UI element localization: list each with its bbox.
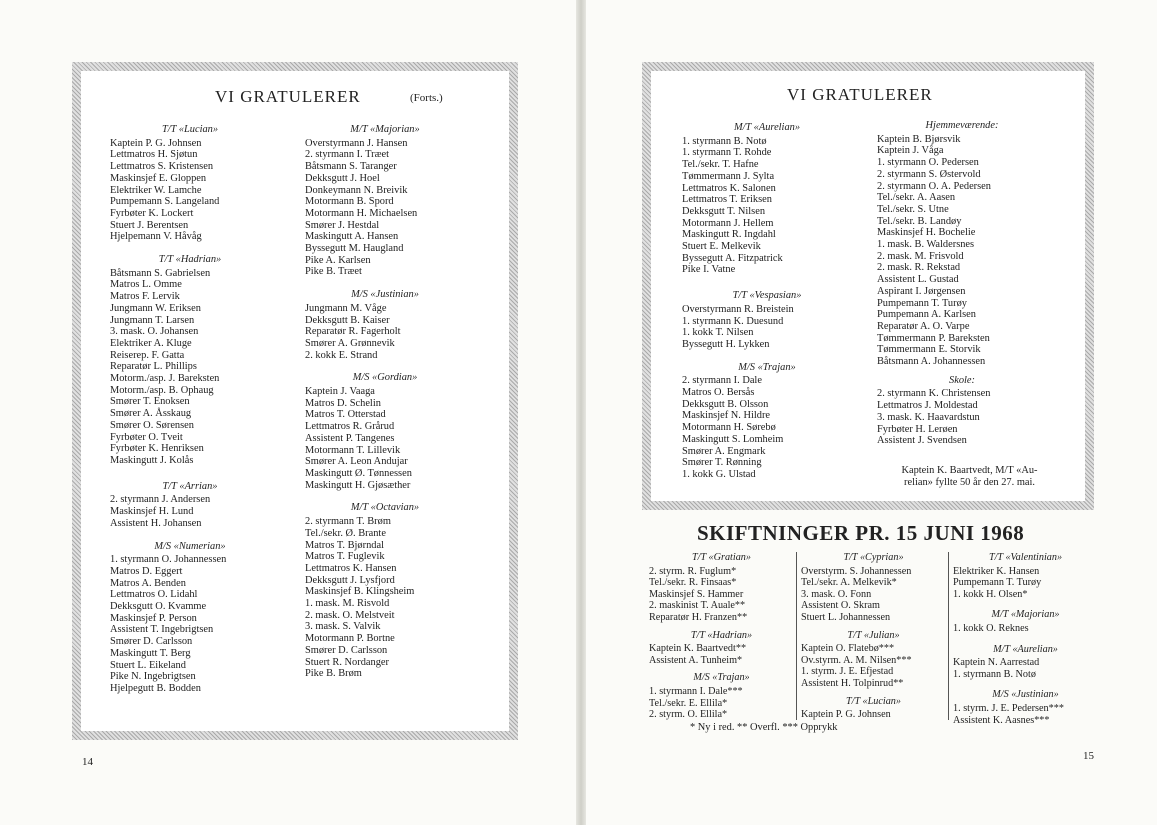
section-heading: T/T «Valentinian» [988,552,1063,563]
section-lucian-skift [801,696,946,721]
entry-line: Maskinsjef B. Klingsheim [305,586,415,598]
section-cyprian [801,552,946,624]
left-page-number: 14 [82,756,93,768]
section-majorian [305,124,465,278]
section-heading: Hjemmeværende: [925,120,999,131]
entry-line: Assistent L. Gustad [877,274,959,286]
entry-line: Fyrbøter K. Henriksen [110,443,204,455]
section-heading: M/T «Aurelian» [733,122,801,133]
entry-line: Lettmatros T. Eriksen [682,194,772,206]
entry-line: Matros T. Otterstad [305,409,386,421]
entry-line: 1. kokk G. Ulstad [682,468,756,480]
entry-line: Kaptein J. Vaaga [305,386,375,398]
section-aurelian [682,122,852,276]
entry-line: Tømmermann J. Sylta [682,170,775,182]
entry-line: 2. styrmann S. Østervold [877,168,981,180]
entry-line: 2. mask. M. Frisvold [877,250,964,262]
entry-line: Pumpemann T. Turøy [953,577,1042,589]
entry-line: Reparatør L. Phillips [110,361,197,373]
entry-line: Maskingutt R. Ingdahl [682,229,776,241]
section-justinian-skift [953,689,1098,726]
entry-line: Stuert J. Berentsen [110,219,189,231]
section-heading: M/T «Majorian» [350,124,420,135]
entry-line: Byssegutt A. Fitzpatrick [682,252,783,264]
skiftninger-title: SKIFTNINGER PR. 15 JUNI 1968 [697,521,1025,545]
section-justinian [305,289,465,361]
section-arrian [110,481,270,530]
entry-line: 1. styrmann B. Notø [953,668,1036,680]
entry-line: Assistent A. Tunheim* [649,654,743,666]
entry-line: Kaptein N. Aarrestad [953,657,1040,669]
entry-line: Maskinsjef E. Gloppen [110,172,207,184]
entry-line: Reparatør R. Fagerholt [305,326,401,338]
entry-line: Reiserep. F. Gatta [110,349,185,361]
entry-line: 1. styrmann K. Duesund [682,315,784,327]
entry-line: Tømmermann E. Storvik [877,344,981,356]
entry-line: Aspirant I. Jørgensen [877,285,966,297]
entry-line: Elektriker A. Kluge [110,337,192,349]
entry-line: 2. styrmann J. Andersen [110,494,211,506]
entry-line: Maskingutt H. Gjøsæther [305,479,411,491]
entry-line: 1. kokk T. Nilsen [682,327,754,339]
entry-line: Ov.styrm. A. M. Nilsen*** [801,654,912,666]
section-heading: M/S «Numerian» [154,540,226,552]
entry-line: Maskingutt A. Hansen [305,231,399,243]
column-divider [796,552,797,720]
entry-line: 2. styrmann O. A. Pedersen [877,180,991,192]
legend-footnote: * Ny i red. ** Overfl. *** Opprykk [690,722,838,733]
section-heading: M/S «Trajan» [693,672,750,684]
entry-line: Kaptein O. Flatebø*** [801,643,895,655]
entry-line: Smører T. Enoksen [110,396,190,408]
entry-line: Pumpemann T. Turøy [877,297,967,309]
section-julian [801,630,946,690]
entry-line: Motormann T. Lillevik [305,444,401,456]
column-divider [948,552,949,720]
entry-line: Assistent P. Tangenes [305,432,395,444]
entry-line: Byssegutt H. Lykken [682,338,770,350]
skift-col3 [953,552,1098,726]
section-majorian-skift [953,609,1098,634]
entry-line: Lettmatros J. Moldestad [877,400,978,412]
entry-line: Motormann H. Michaelsen [305,207,418,219]
entry-line: 2. styrmann I. Dale [682,375,762,387]
entry-line: Smører A. Åsskaug [110,408,192,420]
section-heading: T/T «Lucian» [845,695,901,707]
entry-line: Tel./sekr. Ø. Brante [305,527,386,539]
entry-line: Hjelpegutt B. Bodden [110,682,201,694]
entry-line: Pike B. Træet [305,266,362,278]
entry-line: Tel./sekr. T. Hafne [682,159,759,171]
entry-line: Reparatør H. Franzen** [649,611,748,623]
entry-line: 2. mask. O. Melstveit [305,609,395,621]
section-hadrian [110,254,270,467]
entry-line: Maskinsjef S. Hammer [649,588,744,600]
entry-line: Overstyrm. S. Johannessen [801,565,912,577]
entry-line: 3. mask. K. Haavardstun [877,411,980,423]
entry-line: Pike I. Vatne [682,264,736,276]
entry-line: Smører A. Grønnevik [305,337,395,349]
entry-line: Smører A. Engmark [682,445,766,457]
entry-line: Hjelpemann V. Håvåg [110,231,202,243]
entry-line: 2. kokk E. Strand [305,349,378,361]
entry-line: Maskinsjef H. Lund [110,506,194,518]
entry-line: Dekksgutt T. Nilsen [682,205,766,217]
section-heading: Skole: [949,374,975,386]
section-heading: T/T «Vespasian» [732,290,802,302]
entry-line: Tel./sekr. A. Melkevik* [801,577,897,589]
entry-line: Matros T. Bjørndal [305,539,384,551]
section-heading: M/S «Trajan» [738,361,796,373]
left-col1 [110,124,270,695]
entry-line: Pumpemann A. Karlsen [877,309,976,321]
entry-line: Smører A. Leon Andujar [305,456,408,468]
entry-line: Dekksgutt J. Hoel [305,172,380,184]
entry-line: Smører O. Sørensen [110,419,194,431]
entry-line: Fyrbøter K. Lockert [110,207,194,219]
section-heading: T/T «Cyprian» [843,552,904,563]
section-heading: M/S «Justinian» [992,689,1059,701]
entry-line: 3. mask. S. Valvik [305,621,381,633]
right-col2 [877,120,1047,447]
entry-line: Dekksgutt J. Lysfjord [305,574,395,586]
entry-line: Motormann B. Spord [305,196,394,208]
section-heading: T/T «Lucian» [161,124,219,135]
section-trajan-skift [649,672,794,720]
entry-line: Tel./sekr. R. Finsaas* [649,577,737,589]
entry-line: Jungmann W. Eriksen [110,302,201,314]
entry-line: Kaptein B. Bjørsvik [877,133,961,145]
entry-line: Elektriker W. Lamche [110,184,202,196]
entry-line: 2. styrmann I. Træet [305,149,389,161]
entry-line: 2. mask. R. Rekstad [877,262,961,274]
section-valentinian [953,552,1098,600]
section-vespasian [682,290,852,351]
section-heading: T/T «Gratian» [692,552,751,563]
left-page-title: VI GRATULERER [215,87,361,106]
entry-line: Fyrbøter O. Tveit [110,431,183,443]
section-heading: T/T «Hadrian» [690,629,753,641]
section-heading: M/T «Aurelian» [993,643,1058,655]
entry-line: Kaptein P. G. Johnsen [801,709,891,721]
entry-line: Motormann J. Hellem [682,217,774,229]
entry-line: Stuert E. Melkevik [682,241,761,253]
entry-line: Båtsmann A. Johannessen [877,356,986,368]
entry-line: Tel./sekr. E. Ellila* [649,697,728,709]
skift-col1 [649,552,794,721]
entry-line: Motormann P. Bortne [305,633,395,645]
section-heading: T/T «Arrian» [162,480,218,492]
section-trajan [682,362,852,481]
entry-line: Stuert R. Nordanger [305,656,389,668]
section-numerian [110,541,270,695]
entry-line: 1. styrmann O. Pedersen [877,157,979,169]
entry-line: Lettmatros S. Kristensen [110,161,214,173]
entry-line: Matros A. Benden [110,577,186,589]
entry-line: Tømmermann P. Bareksten [877,332,990,344]
left-col2 [305,124,465,680]
left-page-forts: (Forts.) [410,92,443,104]
entry-line: Maskingutt J. Kolås [110,454,194,466]
entry-line: 2. styrmann K. Christensen [877,388,991,400]
entry-line: Pike N. Ingebrigtsen [110,671,196,683]
entry-line: Assistent H. Johansen [110,517,202,529]
book-gutter [576,0,586,825]
entry-line: Matros O. Bersås [682,387,755,399]
entry-line: Maskingutt S. Lomheim [682,433,784,445]
entry-line: Elektriker K. Hansen [953,565,1040,577]
entry-line: Donkeymann N. Breivik [305,184,408,196]
section-octavian [305,502,465,680]
section-skole [877,375,1047,447]
entry-line: 1. styrmann T. Rohde [682,147,772,159]
entry-line: Smører T. Rønning [682,457,762,469]
entry-line: Lettmatros R. Grårud [305,421,395,433]
entry-line: Tel./sekr. S. Utne [877,203,949,215]
entry-line: Båtsmann S. Taranger [305,161,397,173]
entry-line: Smører J. Hestdal [305,219,380,231]
right-page-number: 15 [1083,750,1094,762]
entry-line: Assistent K. Aasnes*** [953,714,1050,726]
entry-line: 1. styrmann O. Johannessen [110,554,227,566]
entry-line: Matros T. Fuglevik [305,551,385,563]
entry-line: Kaptein K. Baartvedt** [649,643,747,655]
section-aurelian-skift [953,644,1098,681]
section-heading: T/T «Hadrian» [158,254,222,266]
note-line: Kaptein K. Baartvedt, M/T «Au- [901,465,1038,476]
entry-line: Reparatør A. O. Varpe [877,320,970,332]
right-col1 [682,122,852,481]
entry-line: Smører D. Carlsson [305,644,388,656]
entry-line: Matros D. Schelin [305,397,381,409]
entry-line: Lettmatros K. Salonen [682,182,776,194]
entry-line: 1. kokk H. Olsen* [953,588,1028,600]
section-heading: M/T «Octavian» [350,502,420,514]
entry-line: Stuert L. Johannessen [801,611,891,623]
entry-line: Fyrbøter H. Lerøen [877,423,958,435]
entry-line: Båtsmann S. Gabrielsen [110,267,211,279]
entry-line: 1. styrmann B. Notø [682,135,767,147]
section-hjemmevaerende [877,120,1047,368]
entry-line: Assistent J. Svendsen [877,435,967,447]
entry-line: Matros D. Eggert [110,565,183,577]
entry-line: Overstyrmann J. Hansen [305,137,408,149]
entry-line: Maskinsjef P. Person [110,612,197,624]
entry-line: Motorm./asp. J. Bareksten [110,373,220,385]
right-page-title: VI GRATULERER [787,85,933,104]
entry-line: Motorm./asp. B. Ophaug [110,384,214,396]
entry-line: Assistent T. Ingebrigtsen [110,624,214,636]
entry-line: Byssegutt M. Haugland [305,243,404,255]
entry-line: 2. styrmann T. Brøm [305,516,391,528]
entry-line: Maskingutt Ø. Tønnessen [305,467,412,479]
entry-line: 1. mask. B. Waldersnes [877,239,975,251]
entry-line: Motormann H. Sørebø [682,422,776,434]
section-heading: M/S «Gordian» [352,372,418,384]
entry-line: 1. styrm. J. E. Pedersen*** [953,702,1064,714]
entry-line: Maskinsjef N. Hildre [682,410,771,422]
entry-line: Kaptein P. G. Johnsen [110,137,202,149]
entry-line: Maskingutt T. Berg [110,647,191,659]
entry-line: 1. kokk O. Reknes [953,622,1029,634]
entry-line: Assistent H. Tolpinrud** [801,677,904,689]
entry-line: Maskinsjef H. Bochelie [877,227,976,239]
entry-line: Overstyrmann R. Breistein [682,303,794,315]
note-line: relian» fyllte 50 år den 27. mai. [904,477,1035,488]
entry-line: Tel./sekr. B. Landøy [877,215,962,227]
entry-line: Pumpemann S. Langeland [110,196,220,208]
section-hadrian-skift [649,630,794,667]
entry-line: Matros L. Omme [110,279,182,291]
entry-line: Dekksgutt O. Kvamme [110,601,207,613]
section-heading: M/S «Justinian» [351,289,419,301]
entry-line: 1. styrmann I. Dale*** [649,685,743,697]
entry-line: 2. maskinist T. Auale** [649,600,746,612]
entry-line: Lettmatros H. Sjøtun [110,149,198,161]
section-heading: M/T «Majorian» [991,609,1060,621]
entry-line: Jungmann M. Våge [305,302,387,314]
entry-line: Smører D. Carlsson [110,636,193,648]
section-gordian [305,372,465,491]
entry-line: Stuert L. Eikeland [110,659,186,671]
entry-line: 3. mask. O. Johansen [110,326,199,338]
entry-line: Assistent O. Skram [801,600,880,612]
skift-col2 [801,552,946,721]
entry-line: Jungmann T. Larsen [110,314,195,326]
entry-line: 2. styrm. R. Fuglum* [649,565,737,577]
entry-line: Dekksgutt B. Kaiser [305,314,390,326]
section-lucian [110,124,270,243]
entry-line: Lettmatros O. Lidahl [110,589,198,601]
entry-line: Pike A. Karlsen [305,254,371,266]
entry-line: Kaptein J. Våga [877,145,944,157]
birthday-note [877,465,1062,489]
entry-line: Dekksgutt B. Olsson [682,398,769,410]
entry-line: Lettmatros K. Hansen [305,562,397,574]
entry-line: Tel./sekr. A. Aasen [877,192,956,204]
entry-line: 2. styrm. O. Ellila* [649,709,728,721]
entry-line: 3. mask. O. Fonn [801,588,872,600]
entry-line: 1. styrm. J. E. Efjestad [801,666,894,678]
section-gratian [649,552,794,624]
entry-line: 1. mask. M. Risvold [305,598,390,610]
entry-line: Matros F. Lervik [110,291,180,303]
entry-line: Pike B. Brøm [305,668,362,680]
section-heading: T/T «Julian» [847,629,900,641]
